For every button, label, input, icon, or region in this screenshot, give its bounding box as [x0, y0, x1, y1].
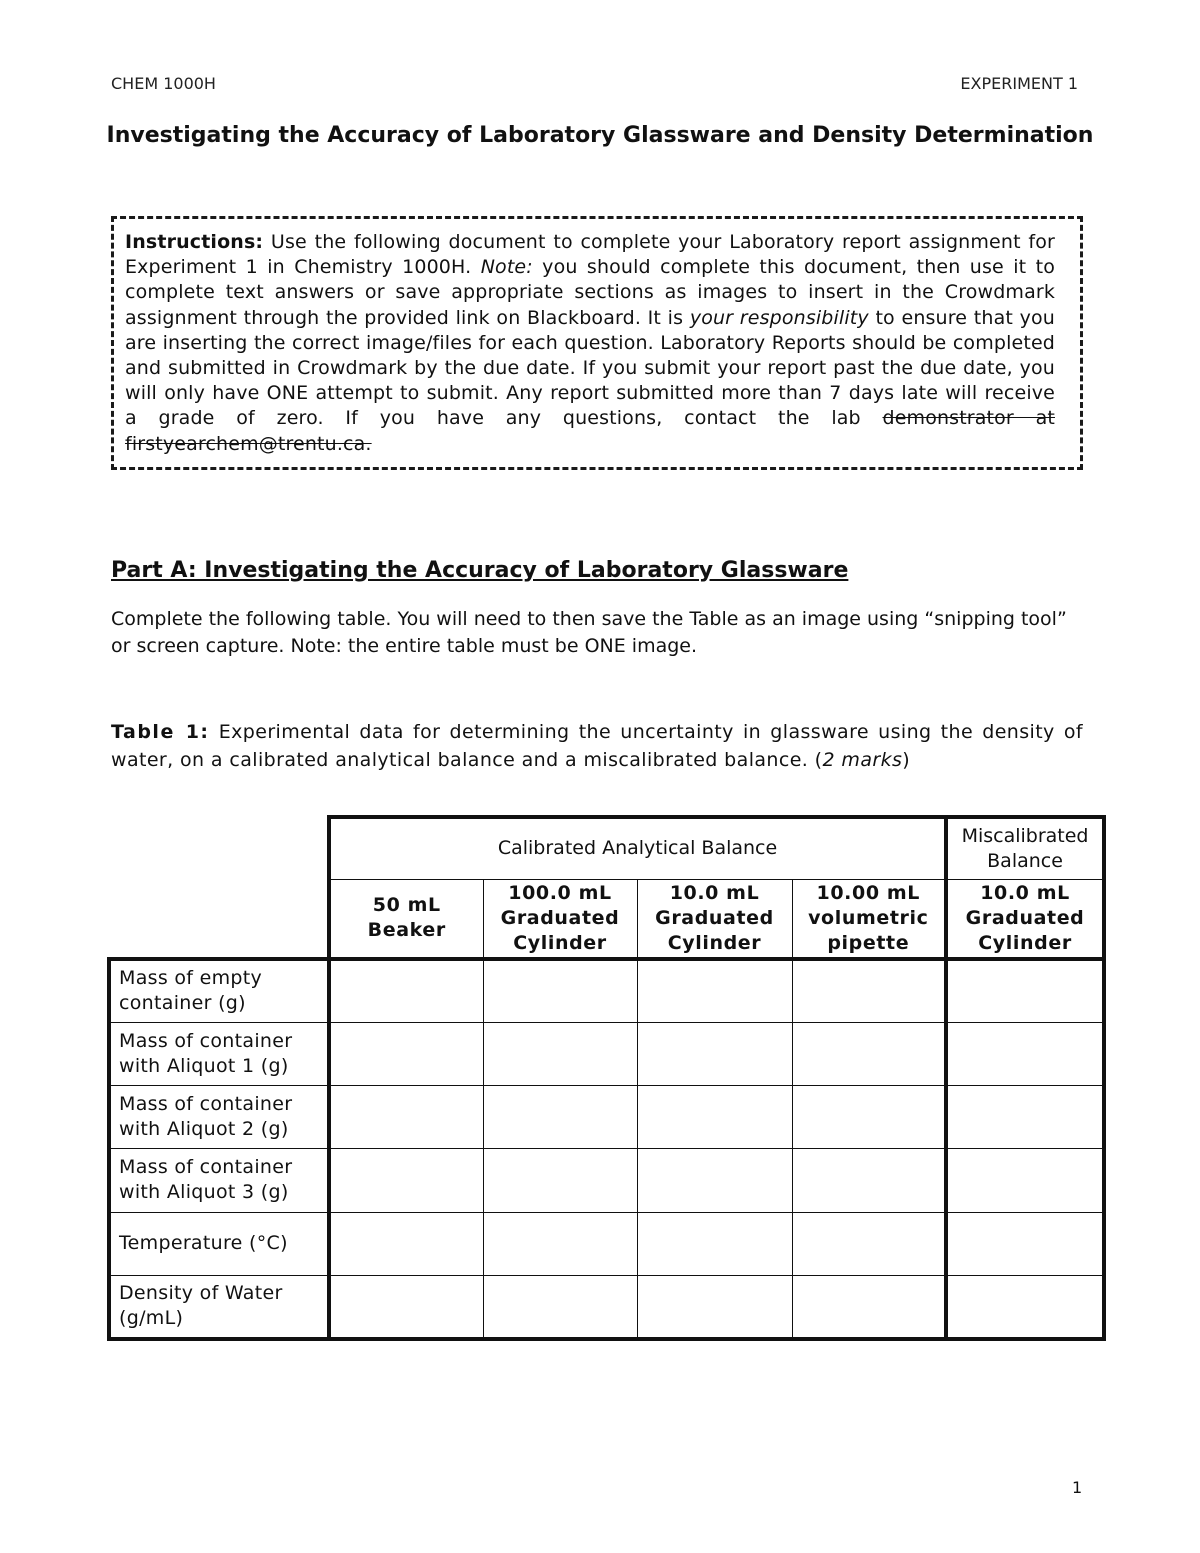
table-cell[interactable] [483, 959, 637, 1022]
note-label: Note: [480, 256, 533, 279]
table-caption-text: Experimental data for determining the uncertainty in glassware using the density of water, on a calibrated analytical balance and a miscalibrated balance. ( [111, 721, 1084, 771]
table-cell[interactable] [637, 1085, 792, 1148]
column-header: 10.0 mL Graduated Cylinder [637, 879, 792, 959]
table-cell[interactable] [329, 1275, 483, 1339]
responsibility-emphasis: your responsibility [689, 306, 869, 329]
row-header: Mass of container with Aliquot 2 (g) [109, 1085, 329, 1148]
table-cell[interactable] [329, 1022, 483, 1085]
table-cell[interactable] [329, 959, 483, 1022]
instructions-text [125, 230, 1055, 482]
page-number: 1 [1072, 1478, 1083, 1497]
table-cell[interactable] [637, 1148, 792, 1212]
header-course: CHEM 1000H [111, 74, 216, 93]
row-header: Mass of container with Aliquot 3 (g) [109, 1148, 329, 1212]
table-cell[interactable] [483, 1275, 637, 1339]
table-cell[interactable] [329, 1085, 483, 1148]
column-header: 50 mL Beaker [329, 879, 483, 959]
table-cell[interactable] [792, 1148, 946, 1212]
instructions-label: Instructions: [125, 231, 264, 253]
column-header: 10.00 mL volumetric pipette [792, 879, 946, 959]
table-cell[interactable] [329, 1148, 483, 1212]
row-header: Mass of container with Aliquot 1 (g) [109, 1022, 329, 1085]
table-cell[interactable] [792, 1212, 946, 1275]
table-cell[interactable] [946, 1212, 1104, 1275]
table-caption-close: ) [902, 749, 911, 771]
part-a-paragraph: Complete the following table. You will need to then save the Table as an image using “snipping tool” or screen capture. Note: the entire table must be ONE image. [111, 608, 1067, 657]
row-header: Temperature (°C) [109, 1212, 329, 1275]
instructions-part-2: you should complete this document, then use it to complete text answers or save appropriate sections as images to insert in the Crowdmark assignment through the provided link on Blackboard. It is [125, 256, 1055, 329]
group-calibrated: Calibrated Analytical Balance [329, 817, 946, 879]
table-cell[interactable] [637, 1022, 792, 1085]
column-header: 10.0 mL Graduated Cylinder [946, 879, 1104, 959]
table-cell[interactable] [946, 1085, 1104, 1148]
table-cell[interactable] [637, 959, 792, 1022]
table-cell[interactable] [946, 1022, 1104, 1085]
document-title: Investigating the Accuracy of Laboratory Glassware and Density Determination [106, 123, 1094, 148]
table-cell[interactable] [637, 1275, 792, 1339]
table-cell[interactable] [946, 1148, 1104, 1212]
table-caption-label: Table 1: [111, 721, 210, 743]
part-a-heading: Part A: Investigating the Accuracy of Laboratory Glassware [111, 558, 849, 583]
table-cell[interactable] [637, 1212, 792, 1275]
table-cell[interactable] [946, 959, 1104, 1022]
table-corner [109, 817, 329, 879]
table-cell[interactable] [792, 1022, 946, 1085]
table-cell[interactable] [329, 1212, 483, 1275]
table-cell[interactable] [946, 1275, 1104, 1339]
table-cell[interactable] [483, 1212, 637, 1275]
row-header: Mass of empty container (g) [109, 959, 329, 1022]
table-cell[interactable] [792, 959, 946, 1022]
column-header: 100.0 mL Graduated Cylinder [483, 879, 637, 959]
data-table [107, 815, 1106, 1341]
table-cell[interactable] [483, 1022, 637, 1085]
table-caption [111, 718, 1083, 774]
instructions-part-1: Use the following document to complete your Laboratory report assignment for Experiment 1 in Chemistry 1000H. [125, 231, 1055, 279]
header-experiment: EXPERIMENT 1 [960, 74, 1078, 93]
table-cell[interactable] [483, 1085, 637, 1148]
instructions-part-3: to ensure that you are inserting the correct image/files for each question. Laboratory Reports should be completed and submitted in Crowdmark by the due date. If you submit your report past the due date, you will only have ONE attempt to submit. Any report submitted more than 7 days late will receive a grade of zero. If you have any questions, contact the lab [125, 306, 1055, 430]
row-header: Density of Water (g/mL) [109, 1275, 329, 1339]
table-caption-marks: 2 marks [822, 749, 903, 771]
table-cell[interactable] [792, 1275, 946, 1339]
group-miscalibrated: Miscalibrated Balance [946, 817, 1104, 879]
table-cell[interactable] [792, 1085, 946, 1148]
table-corner [109, 879, 329, 959]
table-cell[interactable] [483, 1148, 637, 1212]
contact-email[interactable]: demonstrator at firstyearchem@trentu.ca. [125, 407, 1055, 455]
